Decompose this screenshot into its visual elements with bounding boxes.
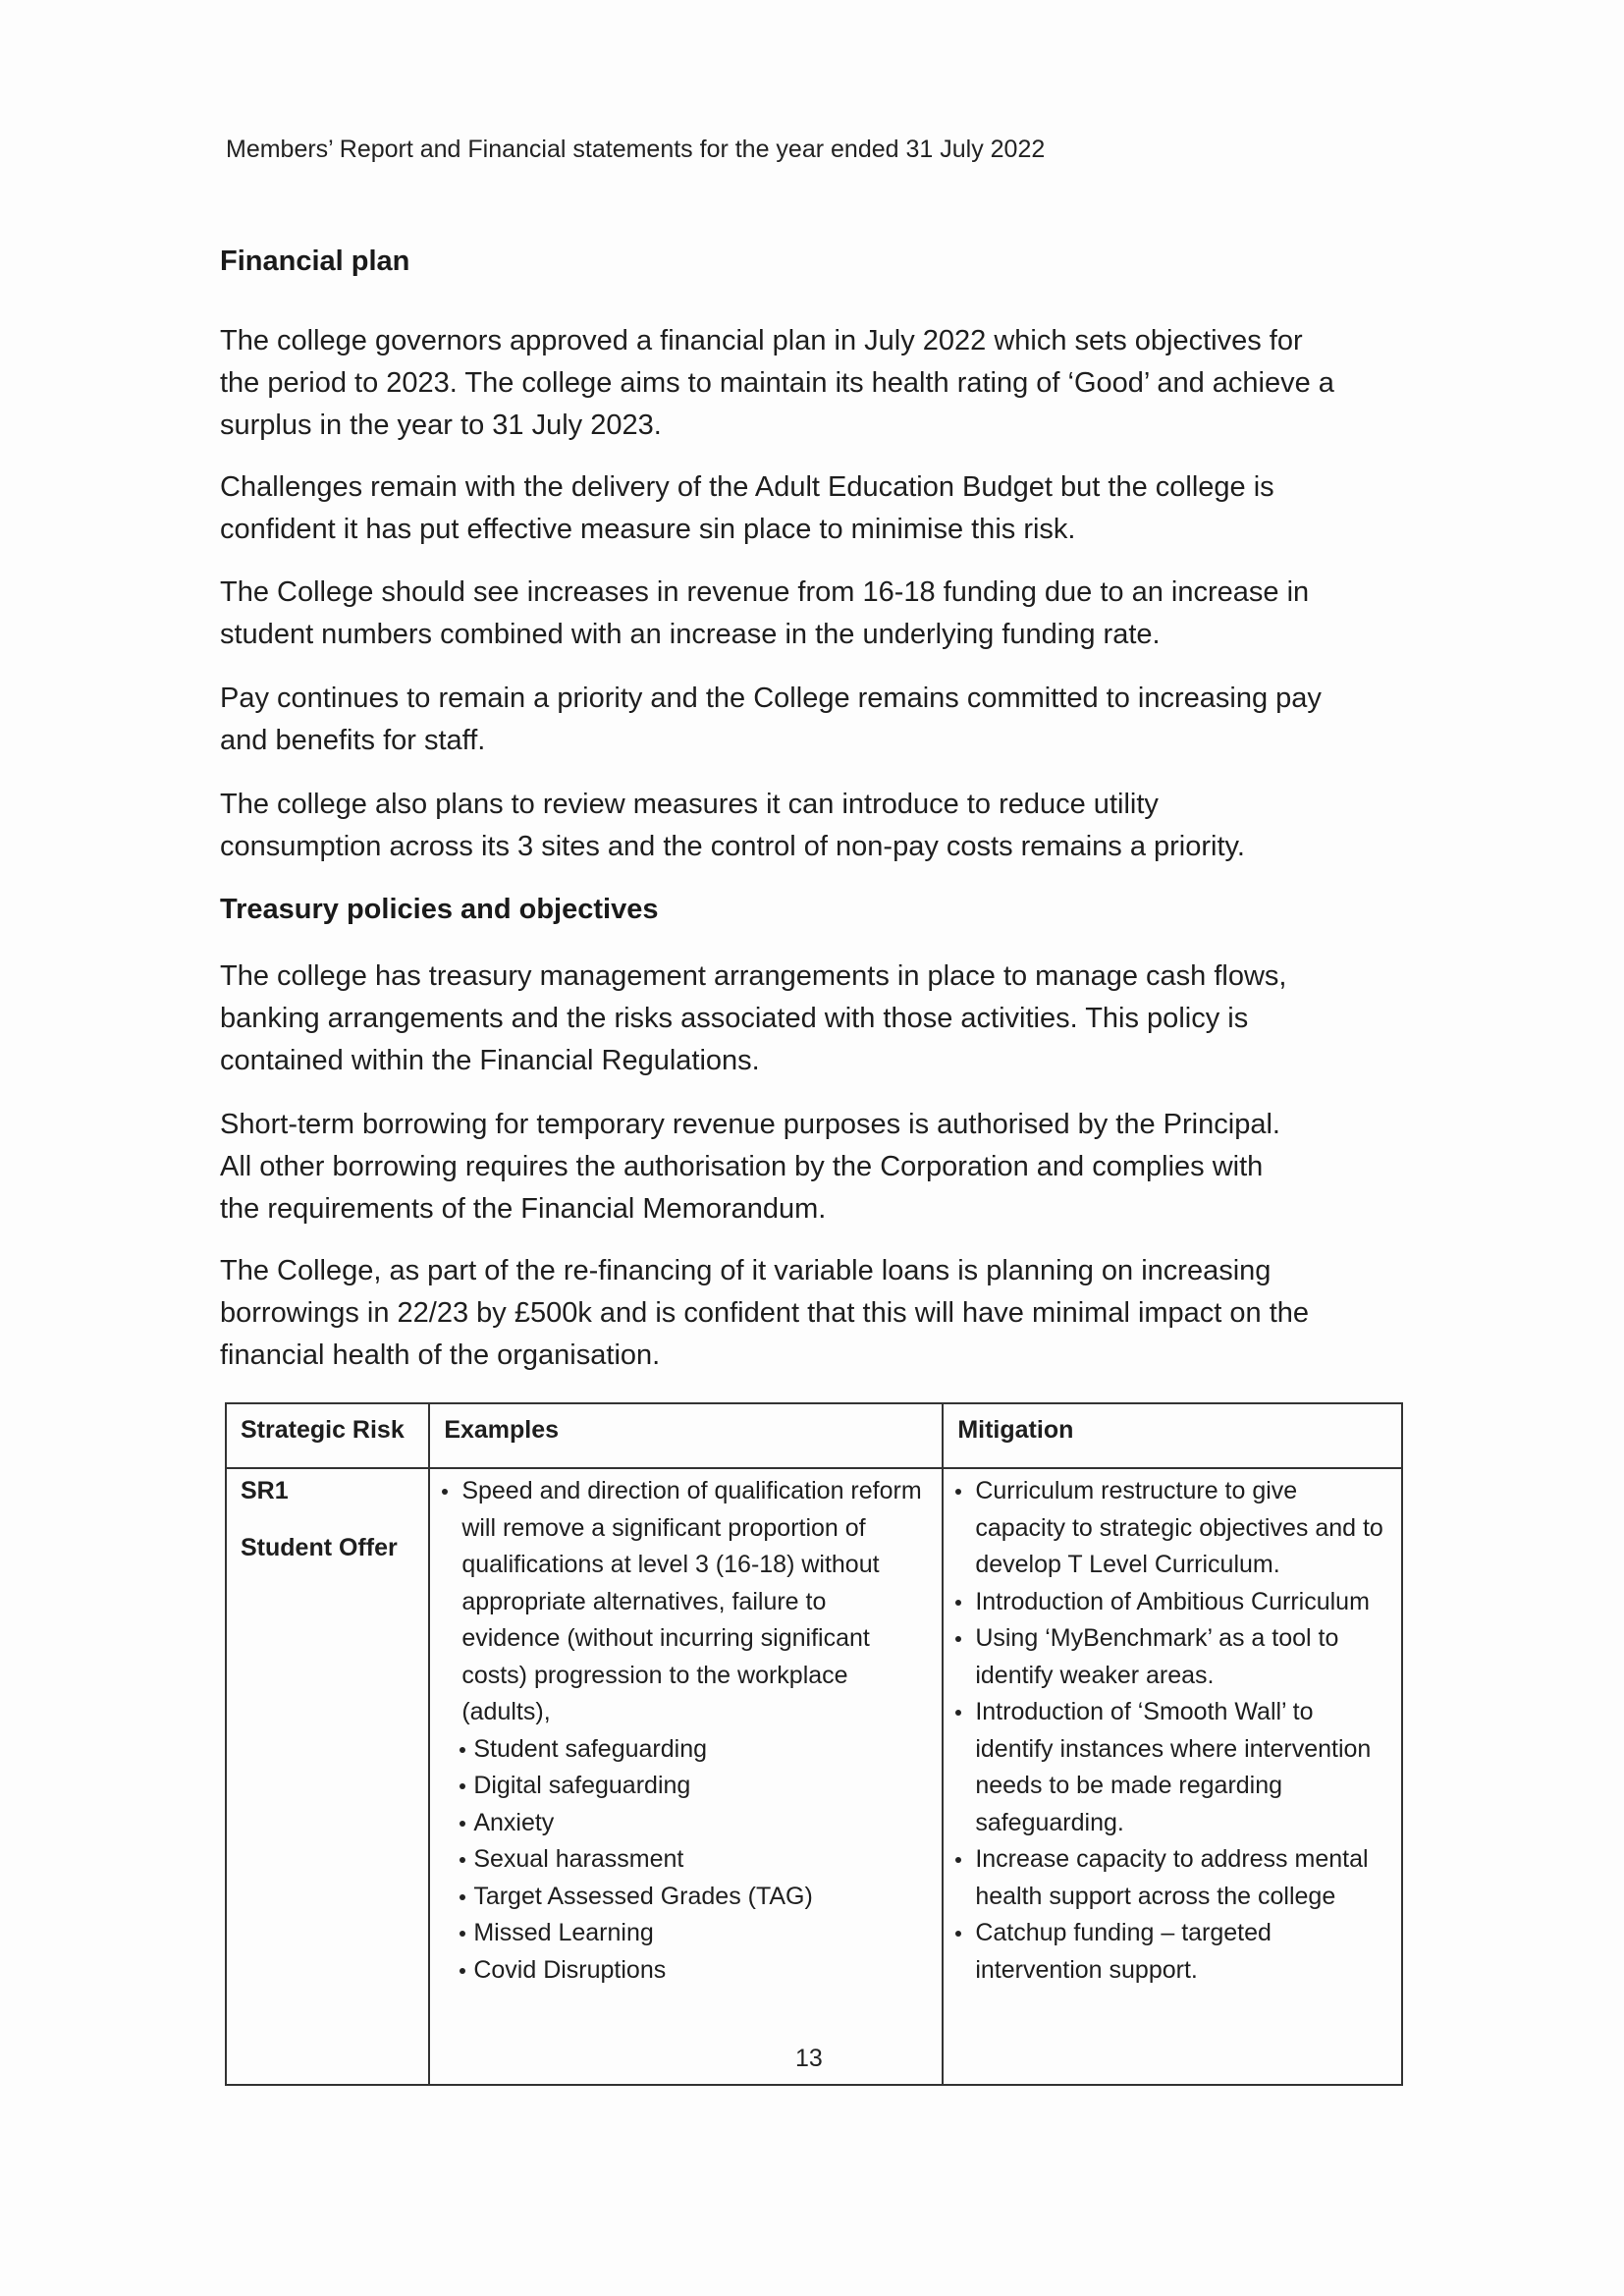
financial-plan-paragraph-2: Challenges remain with the delivery of the Adult Education Budget but the college is confident it has put effective measure sin place to minimise this risk. — [220, 471, 1274, 545]
list-item: Digital safeguarding — [444, 1768, 928, 1805]
header-examples: Examples — [429, 1403, 943, 1468]
list-item: Using ‘MyBenchmark’ as a tool to identify weaker areas. — [957, 1620, 1387, 1694]
list-item: Catchup funding – targeted intervention support. — [957, 1915, 1387, 1989]
treasury-paragraph-2: Short-term borrowing for temporary revenue purposes is authorised by the Principal. All other borrowing requires the authorisation by the Corporation and complies with the requirements of the Financial Memorandum. — [220, 1109, 1280, 1225]
examples-cell — [429, 1468, 943, 2085]
list-item: Sexual harassment — [444, 1841, 928, 1879]
risk-name: Student Offer — [241, 1533, 398, 1561]
financial-plan-paragraph-1: The college governors approved a financial plan in July 2022 which sets objectives for the period to 2023. The college aims to maintain its health rating of ‘Good’ and achieve a surplus in the year to 31 July 2023. — [220, 325, 1334, 441]
list-item: Speed and direction of qualification reform will remove a significant proportion of qualifications at level 3 (16-18) without appropriate alternatives, failure to evidence (without incurring significant costs) progression to the workplace (adults), — [444, 1473, 928, 1731]
mitigation-cell — [943, 1468, 1402, 2085]
mitigation-list — [957, 1473, 1387, 1989]
list-item: Covid Disruptions — [444, 1952, 928, 1990]
list-item: Student safeguarding — [444, 1731, 928, 1769]
table-header-row — [226, 1403, 1402, 1468]
list-item: Anxiety — [444, 1805, 928, 1842]
treasury-paragraph-1: The college has treasury management arrangements in place to manage cash flows, banking arrangements and the risks associated with those activities. This policy is contained within the Financial Regulations. — [220, 960, 1287, 1076]
list-item: Target Assessed Grades (TAG) — [444, 1879, 928, 1916]
risk-cell — [226, 1468, 429, 2085]
table-row — [226, 1468, 1402, 2085]
treasury-paragraph-3: The College, as part of the re-financing of it variable loans is planning on increasing borrowings in 22/23 by £500k and is confident that this will have minimal impact on the financial health of the organisation. — [220, 1255, 1310, 1371]
page-number: 13 — [795, 2045, 823, 2072]
list-item: Curriculum restructure to give capacity to strategic objectives and to develop T Level Curriculum. — [957, 1473, 1387, 1584]
list-item: Increase capacity to address mental health support across the college — [957, 1841, 1387, 1915]
treasury-heading: Treasury policies and objectives — [220, 894, 659, 925]
financial-plan-paragraph-3: The College should see increases in revenue from 16-18 funding due to an increase in student numbers combined with an increase in the underlying funding rate. — [220, 576, 1310, 650]
financial-plan-paragraph-4: Pay continues to remain a priority and the College remains committed to increasing pay and benefits for staff. — [220, 683, 1322, 756]
risk-id: SR1 — [241, 1477, 289, 1504]
list-item: Introduction of Ambitious Curriculum — [957, 1584, 1387, 1621]
financial-plan-heading: Financial plan — [220, 246, 410, 277]
running-header: Members’ Report and Financial statements for the year ended 31 July 2022 — [226, 136, 1046, 163]
financial-plan-paragraph-5: The college also plans to review measures it can introduce to reduce utility consumption across its 3 sites and the control of non-pay costs remains a priority. — [220, 789, 1245, 862]
header-strategic-risk: Strategic Risk — [226, 1403, 429, 1468]
examples-list — [444, 1473, 928, 1989]
header-mitigation: Mitigation — [943, 1403, 1402, 1468]
list-item: Introduction of ‘Smooth Wall’ to identify instances where intervention needs to be made regarding safeguarding. — [957, 1694, 1387, 1841]
strategic-risk-table — [225, 1402, 1403, 2086]
list-item: Missed Learning — [444, 1915, 928, 1952]
